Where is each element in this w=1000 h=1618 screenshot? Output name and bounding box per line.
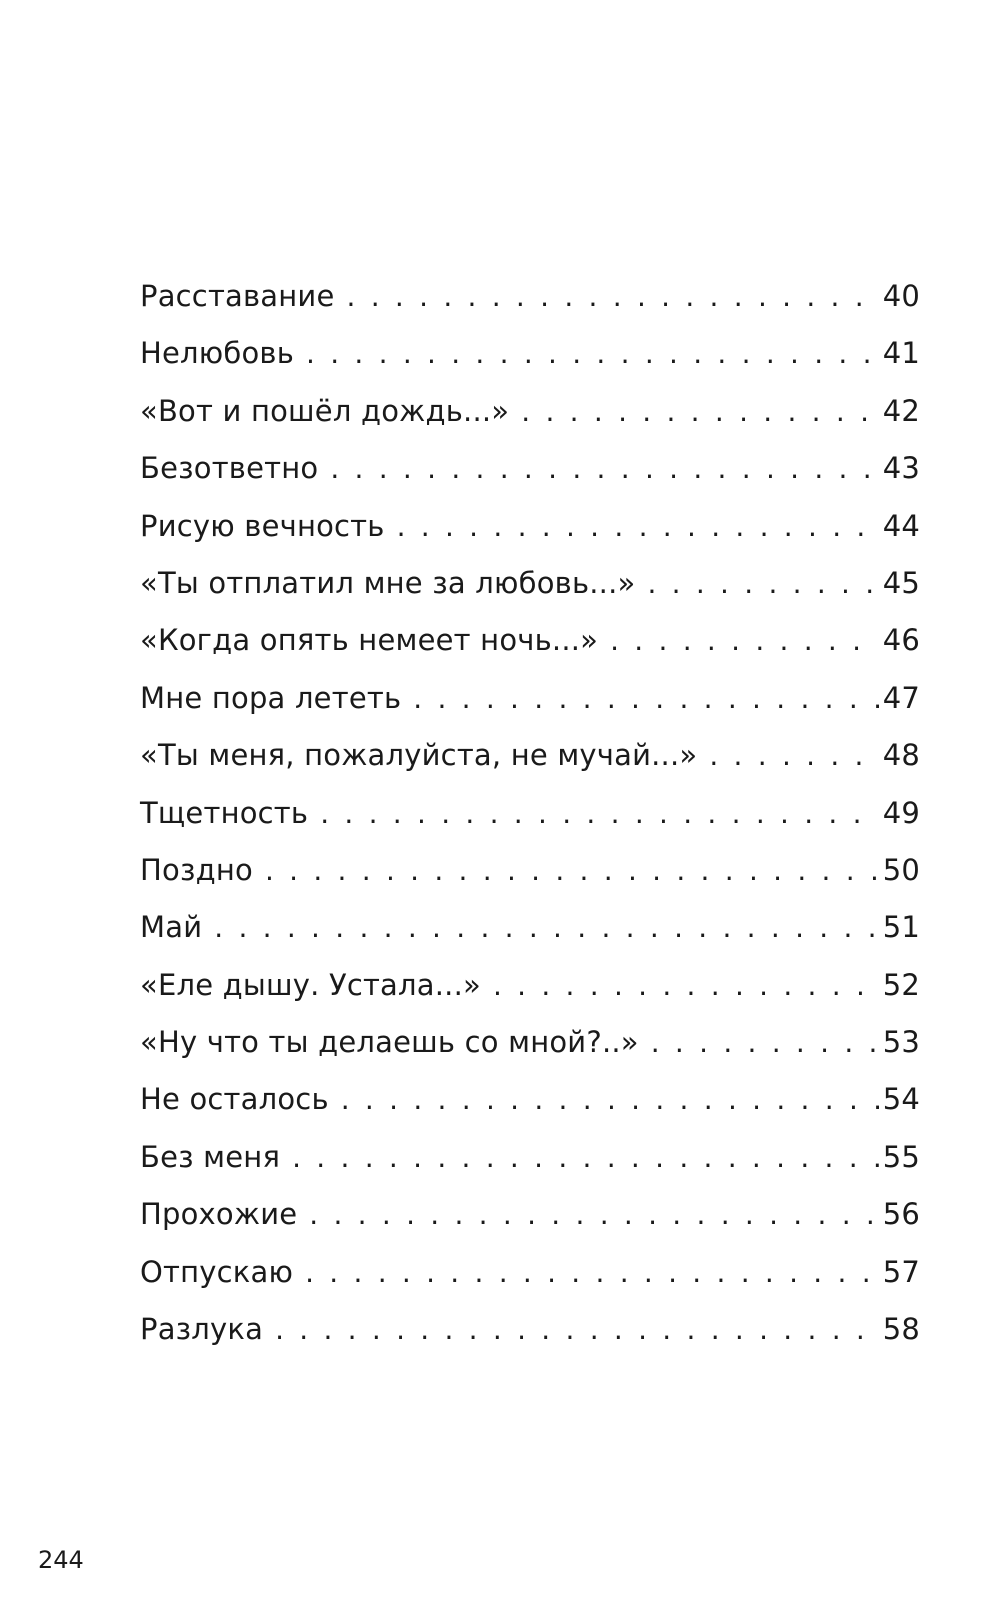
- dot-leader: [330, 451, 878, 487]
- dot-leader: [309, 1197, 878, 1233]
- toc-entry-title: Тщетность: [140, 795, 309, 830]
- dot-leader: [397, 509, 879, 545]
- toc-entry-page: 40: [882, 279, 920, 313]
- toc-entry: [140, 450, 920, 507]
- toc-entry-page: 58: [882, 1312, 920, 1347]
- table-of-contents: [140, 278, 920, 1368]
- toc-entry-title: Нелюбовь: [140, 336, 295, 371]
- toc-entry-title: «Ну что ты делаешь со мной?..»: [140, 1025, 639, 1060]
- toc-entry-page: 42: [882, 393, 920, 428]
- dot-leader: [265, 853, 879, 889]
- dot-leader: [709, 738, 878, 774]
- toc-entry-title: Безответно: [140, 451, 319, 486]
- toc-entry: [140, 1254, 920, 1311]
- toc-entry: [140, 1311, 920, 1368]
- dot-leader: [214, 910, 878, 946]
- toc-entry-title: Поздно: [140, 852, 253, 887]
- toc-entry-page: 45: [882, 565, 920, 600]
- toc-entry: [140, 565, 920, 622]
- toc-entry-page: 54: [882, 1082, 920, 1117]
- toc-entry-page: 49: [882, 795, 920, 830]
- toc-entry-title: Разлука: [140, 1312, 264, 1347]
- page-number: 244: [38, 1546, 84, 1574]
- toc-entry-title: Прохожие: [140, 1197, 298, 1232]
- toc-entry-page: 48: [882, 738, 920, 773]
- dot-leader: [610, 623, 879, 659]
- toc-entry: [140, 1196, 920, 1253]
- toc-entry: [140, 737, 920, 794]
- toc-entry: [140, 622, 920, 679]
- dot-leader: [493, 968, 879, 1004]
- toc-entry: [140, 1024, 920, 1081]
- toc-entry: [140, 967, 920, 1024]
- toc-entry-page: 51: [882, 910, 920, 945]
- toc-entry-title: Мне пора лететь: [140, 680, 402, 715]
- toc-entry: [140, 1081, 920, 1138]
- toc-entry-title: «Еле дышу. Устала...»: [140, 967, 481, 1002]
- dot-leader: [651, 1025, 879, 1061]
- toc-entry-page: 47: [882, 680, 920, 715]
- toc-entry: [140, 909, 920, 966]
- dot-leader: [521, 394, 878, 430]
- toc-entry-title: Без меня: [140, 1139, 281, 1174]
- toc-entry-page: 46: [882, 623, 920, 658]
- dot-leader: [275, 1312, 879, 1348]
- dot-leader: [306, 336, 879, 372]
- toc-entry-page: 57: [882, 1254, 920, 1289]
- toc-entry-page: 52: [882, 967, 920, 1002]
- toc-entry-title: «Вот и пошёл дождь...»: [140, 393, 510, 428]
- toc-entry-title: «Ты меня, пожалуйста, не мучай...»: [140, 738, 698, 773]
- toc-entry-title: Не осталось: [140, 1082, 329, 1117]
- toc-entry: [140, 278, 920, 335]
- toc-entry: [140, 393, 920, 450]
- toc-entry: [140, 795, 920, 852]
- toc-entry-page: 53: [882, 1025, 920, 1060]
- toc-entry-page: 50: [882, 852, 920, 887]
- toc-entry-page: 41: [882, 336, 920, 371]
- dot-leader: [647, 566, 878, 602]
- toc-entry-title: «Ты отплатил мне за любовь...»: [140, 565, 636, 600]
- toc-entry-title: Отпускаю: [140, 1254, 294, 1289]
- toc-entry-title: Расставание: [140, 279, 335, 313]
- toc-entry-page: 55: [882, 1139, 920, 1174]
- dot-leader: [292, 1140, 879, 1176]
- toc-entry: [140, 680, 920, 737]
- dot-leader: [341, 1082, 879, 1118]
- toc-entry-title: Май: [140, 910, 203, 945]
- toc-entry-title: «Когда опять немеет ночь...»: [140, 623, 599, 658]
- toc-entry-page: 56: [882, 1197, 920, 1232]
- toc-entry: [140, 852, 920, 909]
- toc-entry: [140, 335, 920, 392]
- toc-entry: [140, 508, 920, 565]
- dot-leader: [347, 279, 879, 315]
- dot-leader: [320, 796, 878, 832]
- toc-entry-page: 44: [882, 508, 920, 543]
- toc-entry: [140, 1139, 920, 1196]
- dot-leader: [305, 1255, 879, 1291]
- toc-entry-page: 43: [882, 451, 920, 486]
- dot-leader: [413, 681, 878, 717]
- toc-entry-title: Рисую вечность: [140, 508, 385, 543]
